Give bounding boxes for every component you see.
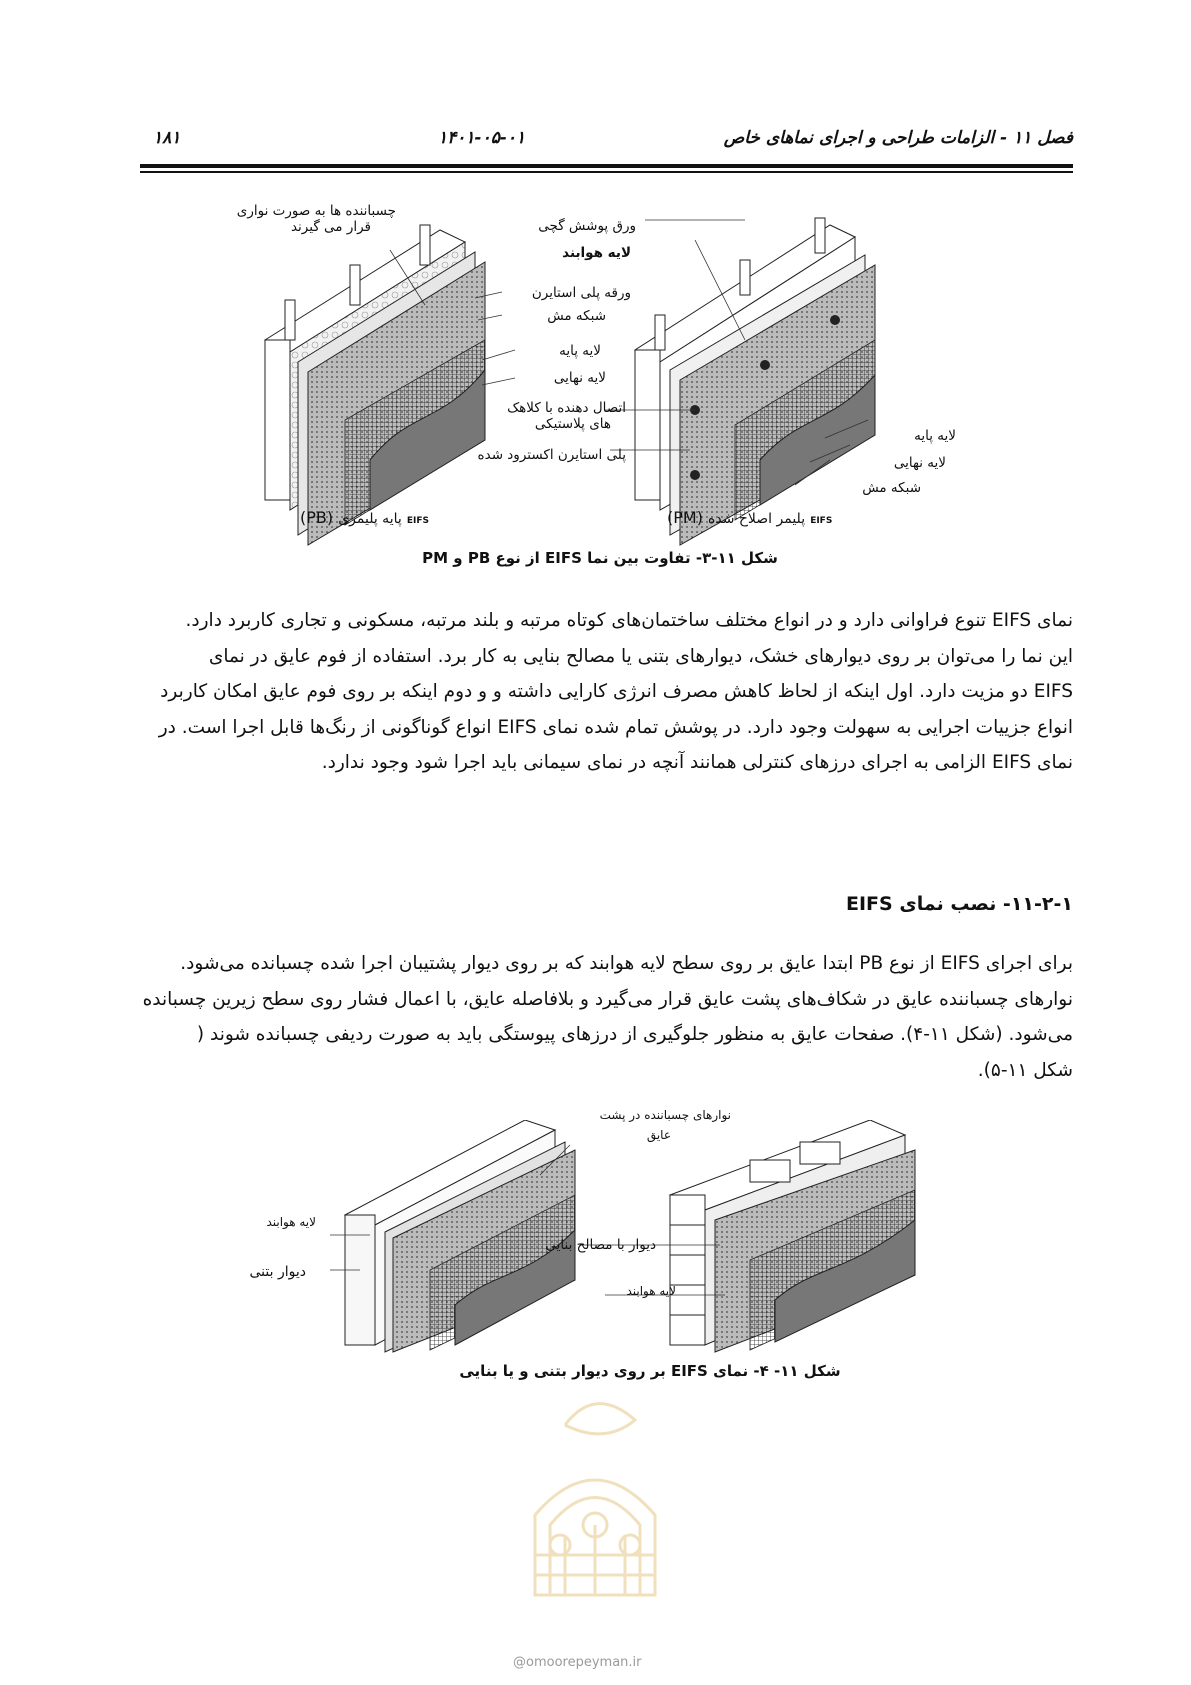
paragraph-2-line: می‌شود. (شکل ۱۱-۴). صفحات عایق به منظور جلوگیری از درزهای پیوستگی باید به صورت ردیفی چسبانده شوند ( (196, 1024, 1073, 1045)
header-rule-thin (140, 171, 1073, 173)
fig1-label-polystyrene-sheet: ورقه پلی استایرن (531, 285, 631, 301)
pm-assembly (635, 218, 875, 545)
fig1-label-base-layer-left: لایه پایه (559, 343, 601, 359)
fig1-pb-eifs-tag: EIFS (406, 516, 429, 526)
watermark-seal (495, 1385, 695, 1615)
watermark-url: @omoorepeyman.ir (513, 1655, 642, 1670)
fig1-pb-caption-text: پایه پلیمری (338, 511, 402, 527)
fig1-label-connector-line1: اتصال دهنده با کلاهک (507, 400, 626, 416)
paragraph-1 (140, 603, 1073, 781)
fig2-label-air-barrier-right: لایه هوابند (626, 1284, 676, 1298)
fig2-label-masonry-wall: دیوار با مصالح بنایی (545, 1237, 656, 1253)
paragraph-2-line: برای اجرای EIFS از نوع PB ابتدا عایق بر روی سطح لایه هوابند که بر روی دیوار پشتیبان اجرا شده چسبانده می‌شود. (180, 953, 1073, 974)
fig1-label-air-barrier: لایه هوابند (562, 245, 631, 261)
fig1-pm-caption (667, 508, 832, 527)
fig1-label-adhesive-strips (237, 203, 396, 235)
concrete-wall-assembly (345, 1120, 575, 1352)
fig1-label-mesh-left: شبکه مش (547, 308, 606, 324)
fig1-pm-eifs-tag: EIFS (810, 516, 833, 526)
paragraph-2-line: شکل ۱۱-۵). (977, 1059, 1073, 1081)
page-date: ۱۴۰۱-۰۵-۰۱ (438, 128, 526, 148)
paragraph-1-line: EIFS دو مزیت دارد. اول اینکه از لحاظ کاهش مصرف انرژی کارایی داشته و و دوم اینکه بر روی فوم عایق امکان کاربرد (160, 681, 1073, 702)
paragraph-2-line: نوارهای چسباننده عایق در شکاف‌های پشت عایق قرار می‌گیرد و بلافاصله عایق، با اعمال فشار روی سطح زیرین چسبانده (142, 988, 1073, 1010)
fig1-label-adhesive-strips-line1: چسباننده ها به صورت نواری (236, 203, 396, 219)
fig1-label-base-layer-right: لایه پایه (914, 428, 956, 444)
figure1-caption: شکل ۱۱-۳- تفاوت بین نما EIFS از نوع PB و PM (422, 549, 778, 567)
paragraph-1-line: نمای EIFS الزامی به اجرای درزهای کنترلی همانند آنچه در نمای سیمانی باید اجرا شود وجود ندارد. (321, 752, 1073, 773)
fig1-label-finish-layer-right: لایه نهایی (893, 455, 946, 471)
fig2-label-adhesive-strips (600, 1108, 731, 1142)
fig2-label-adhesive-strips-line1: نوارهای چسباننده در پشت (599, 1108, 731, 1122)
fig1-label-finish-layer-left: لایه نهایی (553, 370, 606, 386)
fig1-pb-caption (300, 508, 429, 527)
fig1-label-gypsum-board: ورق پوشش گچی (538, 218, 636, 234)
paragraph-1-line: انواع جزییات اجرایی به سهولت وجود دارد. در پوشش تمام شده نمای EIFS انواع گوناگونی از رنگ‌ها قابل اجرا است. در (158, 716, 1073, 738)
fig1-pb-caption-code: (PB) (300, 508, 334, 527)
masonry-wall-assembly (670, 1120, 915, 1352)
page-number: ۱۸۱ (153, 128, 181, 148)
fig1-label-mesh-right: شبکه مش (862, 480, 921, 496)
paragraph-1-line: این نما را می‌توان بر روی دیوارهای خشک، دیوارهای بتنی یا مصالح بنایی به کار برد. استفاده از فوم عایق در نمای (208, 645, 1073, 667)
fig1-pm-caption-text: پلیمر اصلاح شده (708, 511, 806, 527)
section-heading: ۱۱-۲-۱- نصب نمای EIFS (845, 893, 1073, 915)
paragraph-2 (140, 946, 1073, 1088)
fig1-label-extruded-polystyrene: پلی استایرن اکسترود شده (477, 447, 626, 463)
fig1-label-adhesive-strips-line2: قرار می گیرند (290, 219, 371, 235)
chapter-title: فصل ۱۱ - الزامات طراحی و اجرای نماهای خاص (723, 128, 1073, 148)
fig1-label-connector-line2: های پلاستیکی (534, 416, 611, 432)
pb-assembly (265, 225, 485, 545)
fig2-label-adhesive-strips-line2: عایق (646, 1128, 671, 1142)
fig2-label-air-barrier-left: لایه هوابند (266, 1215, 316, 1229)
fig2-label-concrete-wall: دیوار بتنی (249, 1264, 306, 1280)
watermark-seal-drawing (495, 1385, 695, 1615)
fig1-label-connector (507, 400, 626, 432)
figure2-caption: شکل ۱۱- ۴- نمای EIFS بر روی دیوار بتنی و یا بنایی (459, 1362, 841, 1380)
fig1-pm-caption-code: (PM) (667, 508, 703, 527)
paragraph-1-line: نمای EIFS تنوع فراوانی دارد و در انواع مختلف ساختمان‌های کوتاه مرتبه و بلند مرتبه، مسکونی و تجاری کاربرد دارد. (185, 610, 1073, 631)
header-rule-thick (140, 164, 1073, 168)
